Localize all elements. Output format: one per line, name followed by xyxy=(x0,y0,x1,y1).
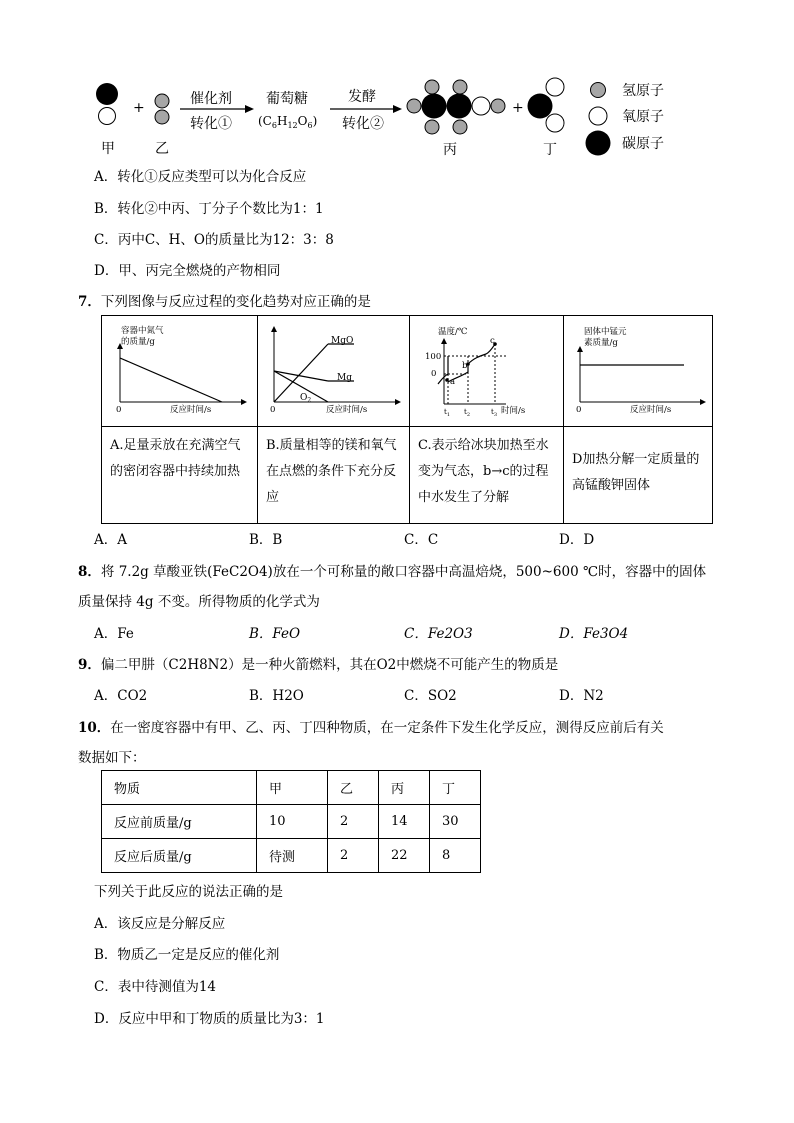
hydrogen-atom xyxy=(155,94,169,108)
carbon-atom xyxy=(422,94,447,119)
hydrogen-atom xyxy=(453,120,467,134)
hydrogen-atom xyxy=(453,80,467,94)
graph-b-origin: 0 xyxy=(270,405,276,415)
graph-c-ylabel: 温度/℃ xyxy=(438,327,468,337)
graph-c-xlabel: 时间/s xyxy=(501,406,526,416)
graph-d-origin: 0 xyxy=(576,405,582,415)
arrow1-top-label: 催化剂 xyxy=(190,91,232,107)
label-ding: 丁 xyxy=(543,142,557,158)
oxygen-atom xyxy=(546,78,564,96)
graph-d-caption: D加热分解一定质量的高锰酸钾固体 xyxy=(572,452,700,493)
table-header-cell: 丁 xyxy=(430,771,481,805)
q8-option-a[interactable]: A．Fe xyxy=(94,626,134,642)
label-jia: 甲 xyxy=(101,141,115,157)
q7-option-a[interactable]: A．A xyxy=(94,532,127,548)
arrow2-bottom-label: 转化② xyxy=(342,116,384,132)
plus-sign: + xyxy=(512,100,524,116)
q9-option-a[interactable]: A．CO2 xyxy=(94,688,148,704)
q6-option-c[interactable]: C．丙中C、H、O的质量比为12：3：8 xyxy=(94,232,334,248)
q7-option-b[interactable]: B．B xyxy=(249,532,283,548)
q10-prompt: 下列关于此反应的说法正确的是 xyxy=(94,884,283,900)
q7-option-c[interactable]: C．C xyxy=(404,532,439,548)
graph-a-xlabel: 反应时间/s xyxy=(170,405,212,415)
hydrogen-atom xyxy=(407,99,421,113)
q10-option-c[interactable]: C．表中待测值为14 xyxy=(94,979,217,995)
q10-line1: 在一密度容器中有甲、乙、丙、丁四种物质，在一定条件下发生化学反应，测得反应前后有关 xyxy=(110,720,664,736)
graph-a-caption: A.足量汞放在充满空气的密闭容器中持续加热 xyxy=(110,438,241,479)
table-cell: 30 xyxy=(430,805,481,839)
q8-option-c[interactable]: C．Fe2O3 xyxy=(404,626,473,642)
label-bing: 丙 xyxy=(443,142,457,158)
arrow2-top-label: 发酵 xyxy=(348,89,376,105)
q9-option-d[interactable]: D．N2 xyxy=(559,688,604,704)
carbon-atom xyxy=(96,83,118,105)
q10-data-table xyxy=(101,770,481,873)
table-cell: 14 xyxy=(379,805,430,839)
q8-option-b[interactable]: B．FeO xyxy=(249,626,301,642)
q7-option-d[interactable]: D．D xyxy=(559,532,595,548)
graph-d-ylabel-1: 固体中锰元 xyxy=(584,327,627,337)
q9-stem: 偏二甲肼（C2H8N2）是一种火箭燃料，其在O2中燃烧不可能产生的物质是 xyxy=(100,657,559,673)
graph-b-mgo-label: MgO xyxy=(331,336,354,346)
q10-option-b[interactable]: B．物质乙一定是反应的催化剂 xyxy=(94,947,280,963)
graph-a xyxy=(102,316,257,422)
table-header-cell: 丙 xyxy=(379,771,430,805)
table-cell: 22 xyxy=(379,839,430,873)
label-yi: 乙 xyxy=(155,141,169,157)
q8-stem-line xyxy=(78,560,706,580)
q10-line2: 数据如下： xyxy=(78,750,146,766)
graph-c xyxy=(410,316,563,422)
q8-line2: 质量保持 4g 不变。所得物质的化学式为 xyxy=(78,594,320,610)
graph-d-xlabel: 反应时间/s xyxy=(630,405,672,415)
table-cell: 2 xyxy=(328,805,379,839)
graph-c-100: 100 xyxy=(425,352,442,362)
q10-stem-line xyxy=(78,716,664,736)
graph-b xyxy=(258,316,409,422)
graph-a-origin: 0 xyxy=(116,405,122,415)
q6-option-d[interactable]: D．甲、丙完全燃烧的产物相同 xyxy=(94,263,281,279)
q10-option-a[interactable]: A．该反应是分解反应 xyxy=(94,916,226,932)
table-row xyxy=(102,805,481,839)
graph-d-ylabel-2: 素质量/g xyxy=(584,338,618,348)
question-number: 10． xyxy=(78,720,111,736)
q8-option-d[interactable]: D．Fe3O4 xyxy=(559,626,629,642)
legend-hydrogen-label: 氢原子 xyxy=(622,83,664,99)
q9-stem-line xyxy=(78,653,558,673)
graph-d xyxy=(564,316,712,422)
carbon-atom xyxy=(447,94,472,119)
graph-c-c: c xyxy=(490,336,495,346)
table-cell: 反应后质量/g xyxy=(102,839,257,873)
legend-hydrogen-swatch xyxy=(591,83,606,98)
reaction-diagram xyxy=(0,70,794,160)
graph-c-t2: $t_2$ xyxy=(464,408,471,418)
q8-line1: 将 7.2g 草酸亚铁(FeC2O4)放在一个可称量的敞口容器中高温焙烧，500~600 ℃时，容器中的固体 xyxy=(100,564,707,580)
plus-sign: + xyxy=(133,100,145,116)
graph-a-ylabel-2: 的质量/g xyxy=(121,337,155,347)
q6-option-a[interactable]: A．转化①反应类型可以为化合反应 xyxy=(94,169,307,185)
graph-c-t1: $t_1$ xyxy=(444,408,451,418)
arrow1-bottom-label: 转化① xyxy=(190,116,232,132)
table-cell: 10 xyxy=(257,805,328,839)
hydrogen-atom xyxy=(425,80,439,94)
graph-a-ylabel-1: 容器中氮气 xyxy=(121,326,164,336)
graph-c-a: a xyxy=(450,377,456,387)
table-header-cell: 乙 xyxy=(328,771,379,805)
q6-option-b[interactable]: B．转化②中丙、丁分子个数比为1：1 xyxy=(94,201,324,217)
q9-option-b[interactable]: B．H2O xyxy=(249,688,304,704)
graph-a-curve xyxy=(120,358,222,402)
graph-b-mg-label: Mg xyxy=(337,373,352,383)
table-header-cell: 物质 xyxy=(102,771,257,805)
graph-c-caption: C.表示给冰块加热至水变为气态，b→c的过程中水发生了分解 xyxy=(418,438,549,505)
oxygen-atom xyxy=(472,97,490,115)
graph-b-caption: B.质量相等的镁和氧气在点燃的条件下充分反应 xyxy=(266,438,397,505)
graph-c-t3: $t_3$ xyxy=(491,408,498,418)
oxygen-atom xyxy=(546,114,564,132)
q7-graph-table xyxy=(101,315,713,524)
graph-b-cell xyxy=(258,316,410,427)
hydrogen-atom xyxy=(425,120,439,134)
q10-option-d[interactable]: D．反应中甲和丁物质的质量比为3：1 xyxy=(94,1011,325,1027)
oxygen-atom xyxy=(99,108,116,125)
table-header-cell: 甲 xyxy=(257,771,328,805)
graph-c-0: 0 xyxy=(431,369,437,379)
table-cell: 待测 xyxy=(257,839,328,873)
question-number: 7． xyxy=(78,294,101,310)
hydrogen-atom xyxy=(155,110,169,124)
graph-b-o2-label: $O_2$ xyxy=(300,393,312,404)
table-cell: 反应前质量/g xyxy=(102,805,257,839)
legend-carbon-swatch xyxy=(586,131,611,156)
legend-carbon-label: 碳原子 xyxy=(622,136,664,152)
table-header-row xyxy=(102,771,481,805)
table-cell: 8 xyxy=(430,839,481,873)
legend-oxygen-swatch xyxy=(589,107,607,125)
graph-c-b: b xyxy=(462,361,468,371)
glucose-formula: $(C_6H_{12}O_6)$ xyxy=(258,114,318,130)
q7-stem-line xyxy=(78,290,371,310)
graph-d-cell xyxy=(564,316,713,427)
question-number: 8． xyxy=(78,564,101,580)
graph-c-cell xyxy=(410,316,564,427)
q7-stem: 下列图像与反应过程的变化趋势对应正确的是 xyxy=(100,294,371,310)
legend-oxygen-label: 氧原子 xyxy=(622,109,664,125)
glucose-name: 葡萄糖 xyxy=(266,91,308,107)
table-cell: 2 xyxy=(328,839,379,873)
hydrogen-atom xyxy=(491,99,505,113)
carbon-atom xyxy=(528,94,553,119)
graph-b-xlabel: 反应时间/s xyxy=(326,405,368,415)
table-row xyxy=(102,839,481,873)
q9-option-c[interactable]: C．SO2 xyxy=(404,688,457,704)
graph-a-cell xyxy=(102,316,258,427)
question-number: 9． xyxy=(78,657,101,673)
